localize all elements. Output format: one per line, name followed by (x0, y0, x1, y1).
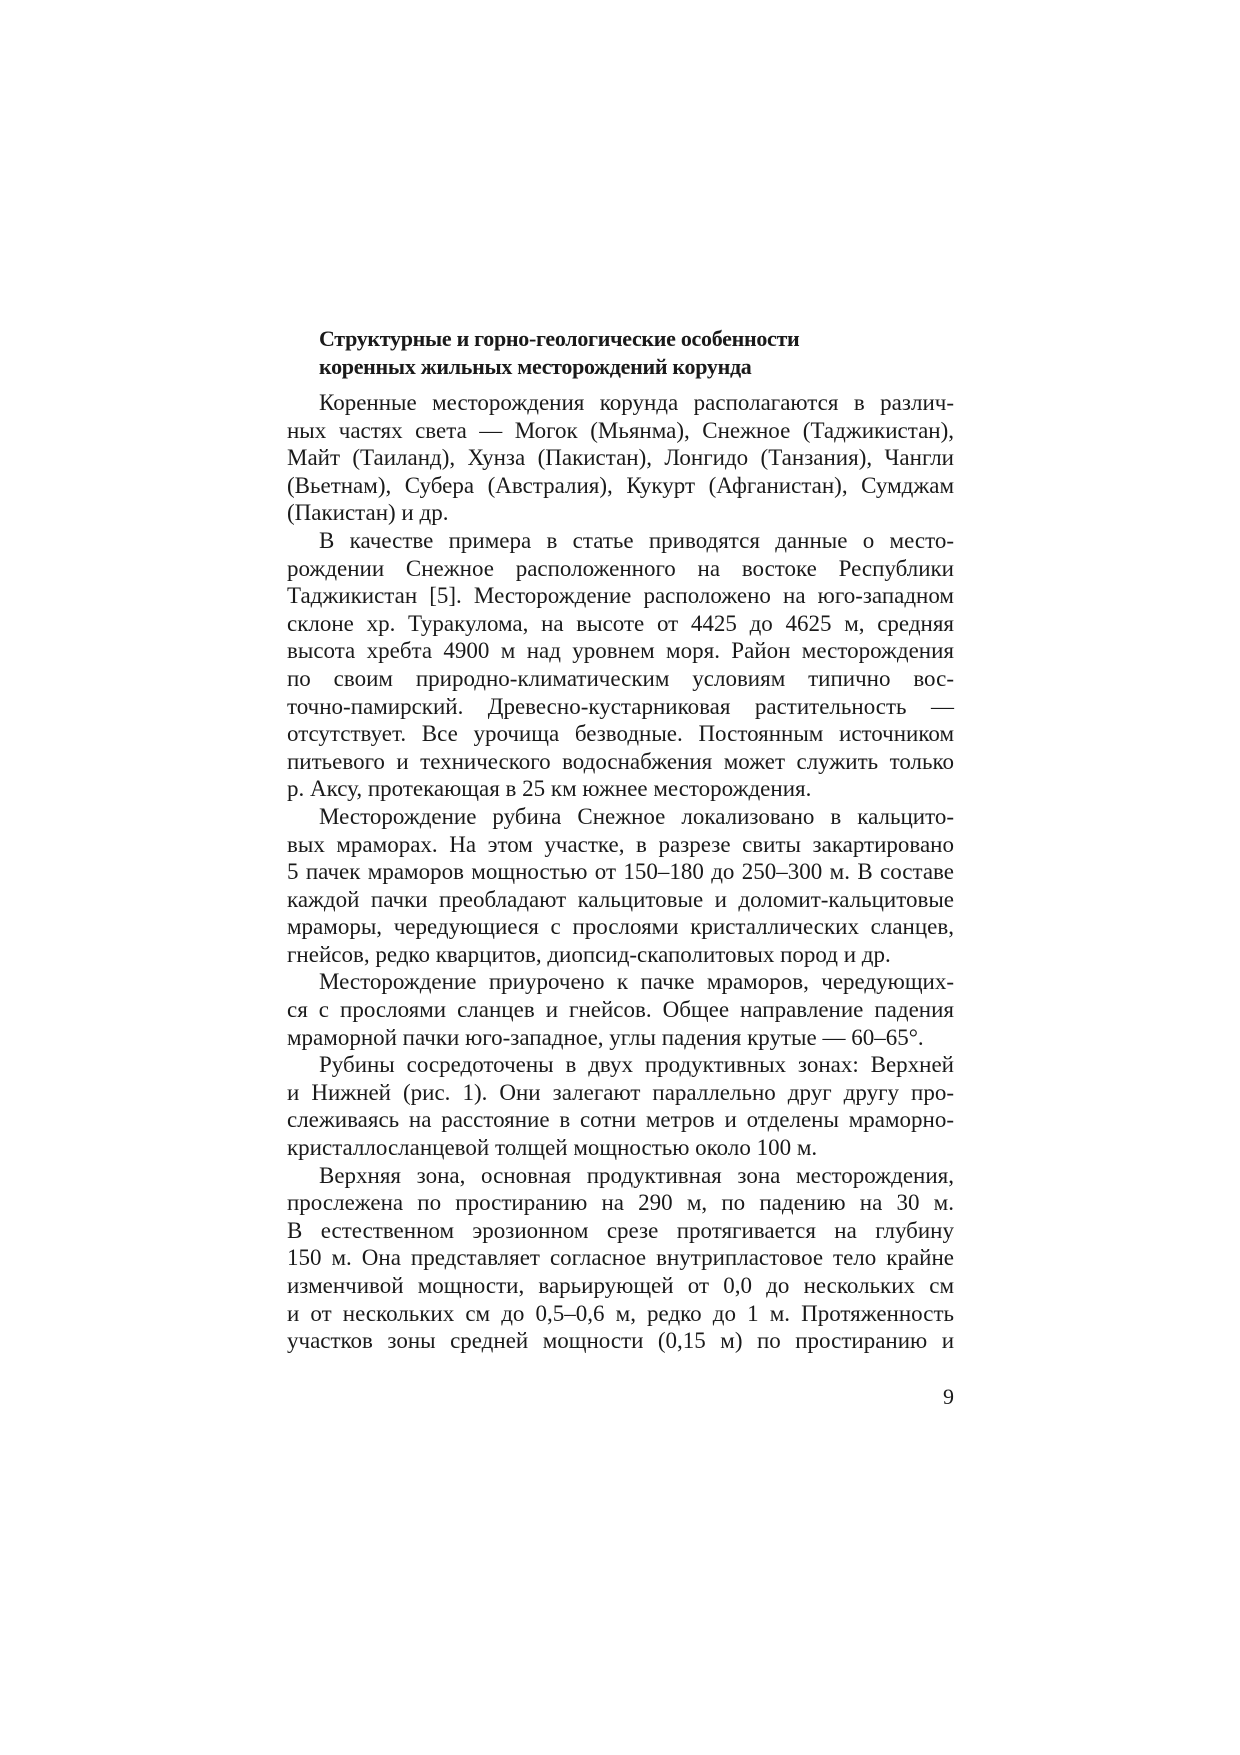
text-line: изменчивой мощности, варьирующей от 0,0 до нескольких см (287, 1273, 954, 1298)
text-line: и Нижней (рис. 1). Они залегают параллельно друг другу про- (287, 1079, 954, 1105)
text-line: кристаллосланцевой толщей мощностью около 100 м. (287, 1135, 818, 1161)
text-line: гнейсов, редко кварцитов, диопсид-скаполитовых пород и др. (287, 941, 891, 967)
text-line: прослежена по простиранию на 290 м, по падению на 30 м. (287, 1190, 954, 1216)
heading-line-1: Структурные и горно-геологические особенности (319, 326, 800, 351)
text-line: мраморы, чередующиеся с прослоями кристаллических сланцев, (287, 914, 954, 940)
text-line: Месторождение рубина Снежное локализовано в кальцито- (319, 803, 954, 829)
paragraph (287, 803, 954, 969)
text-line: высота хребта 4900 м над уровнем моря. Район месторождения (287, 638, 954, 664)
text-line: 5 пачек мраморов мощностью от 150–180 до 250–300 м. В составе (287, 859, 954, 885)
text-line: Месторождение приурочено к пачке мраморов, чередующих- (319, 969, 954, 995)
body-text (287, 389, 954, 1355)
text-line: слеживаясь на расстояние в сотни метров и отделены мраморно- (287, 1107, 954, 1133)
paragraph (287, 389, 954, 527)
paragraph (287, 1162, 954, 1355)
text-line: р. Аксу, протекающая в 25 км южнее месторождения. (287, 776, 812, 802)
heading-line-2: коренных жильных месторождений корунда (319, 354, 752, 379)
text-line: В качестве примера в статье приводятся данные о место- (319, 527, 954, 553)
text-line: В естественном эрозионном срезе протягивается на глубину (287, 1217, 954, 1243)
text-line: Рубины сосредоточены в двух продуктивных зонах: Верхней (319, 1052, 954, 1078)
text-line: рождении Снежное расположенного на востоке Республики (287, 555, 954, 581)
page-number: 9 (943, 1384, 954, 1409)
text-line: ся с прослоями сланцев и гнейсов. Общее направление падения (287, 997, 954, 1023)
text-line: (Пакистан) и др. (287, 500, 449, 526)
text-line: ных частях света — Могок (Мьянма), Снежное (Таджикистан), (287, 417, 954, 443)
text-line: питьевого и технического водоснабжения может служить только (287, 748, 954, 774)
text-line: Майт (Таиланд), Хунза (Пакистан), Лонгидо (Танзания), Чангли (287, 445, 954, 471)
text-line: каждой пачки преобладают кальцитовые и доломит-кальцитовые (287, 886, 954, 912)
text-line: отсутствует. Все урочища безводные. Постоянным источником (287, 721, 954, 747)
text-line: вых мраморах. На этом участке, в разрезе свиты закартировано (287, 831, 954, 857)
text-line: и от нескольких см до 0,5–0,6 м, редко до 1 м. Протяженность (287, 1300, 954, 1326)
text-line: Коренные месторождения корунда располагаются в различ- (319, 390, 954, 415)
text-line: точно-памирский. Древесно-кустарниковая растительность — (287, 693, 954, 719)
text-line: склоне хр. Туракулома, на высоте от 4425 до 4625 м, средняя (287, 610, 954, 636)
text-line: 150 м. Она представляет согласное внутрипластовое тело крайне (287, 1245, 954, 1271)
text-line: (Вьетнам), Субера (Австралия), Кукурт (Афганистан), Сумджам (287, 472, 954, 498)
text-line: по своим природно-климатическим условиям типично вос- (287, 665, 954, 691)
text-line: участков зоны средней мощности (0,15 м) по простиранию и (287, 1328, 954, 1354)
text-line: мраморной пачки юго-западное, углы падения крутые — 60–65°. (287, 1024, 924, 1050)
section-heading (319, 325, 954, 381)
paragraph (287, 968, 954, 1051)
paragraph (287, 527, 954, 803)
text-line: Таджикистан [5]. Месторождение расположено на юго-западном (287, 583, 954, 609)
paragraph (287, 1051, 954, 1161)
text-line: Верхняя зона, основная продуктивная зона месторождения, (319, 1162, 954, 1188)
text-block (287, 325, 954, 1355)
